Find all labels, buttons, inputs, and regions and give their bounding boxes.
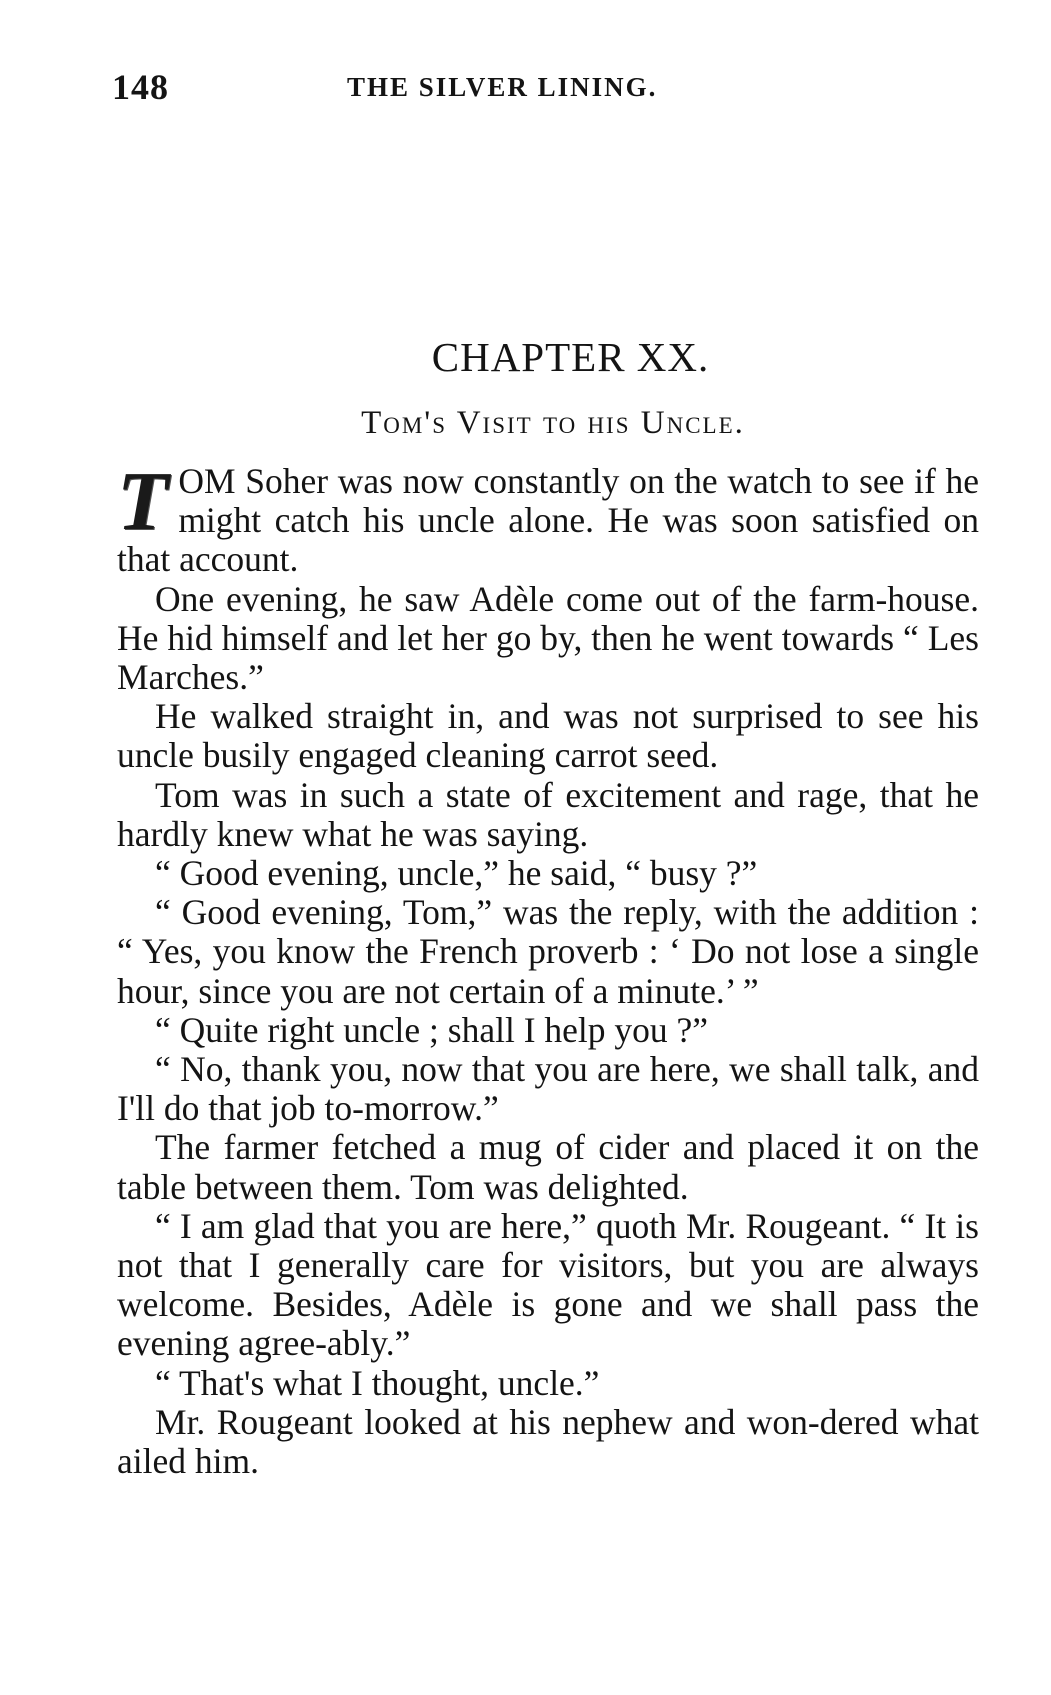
paragraph: “ No, thank you, now that you are here, we shall talk, and I'll do that job to-morrow.” [117, 1049, 979, 1129]
running-head [112, 66, 972, 116]
paragraph: “ Good evening, uncle,” he said, “ busy ?” [155, 853, 758, 894]
page-number: 148 [112, 67, 169, 107]
drop-cap-initial: T [117, 455, 169, 548]
paragraph: The farmer fetched a mug of cider and placed it on the table between them. Tom was delighted. [117, 1127, 979, 1207]
chapter-number: CHAPTER XX. [431, 334, 710, 380]
paragraph: Tom was in such a state of excitement and rage, that he hardly knew what he was saying. [117, 774, 979, 854]
paragraph [117, 455, 979, 580]
paragraph: “ That's what I thought, uncle.” [155, 1362, 600, 1403]
paragraph: “ Good evening, Tom,” was the reply, with the addition : “ Yes, you know the French proverb : ‘ Do not lose a single hour, since you are not certain of a minute.’ ” [117, 892, 979, 1011]
chapter-title: Tom's Visit to his Uncle. [361, 405, 745, 441]
paragraph: Mr. Rougeant looked at his nephew and won-dered what ailed him. [117, 1401, 979, 1482]
paragraph: One evening, he saw Adèle come out of the farm-house. He hid himself and let her go by, then he went towards “ Les Marches.” [117, 578, 979, 698]
running-title: THE SILVER LINING. [347, 72, 658, 102]
chapter-body [117, 455, 979, 1482]
paragraph: He walked straight in, and was not surprised to see his uncle busily engaged cleaning carrot seed. [117, 696, 979, 776]
paragraph-text: OM Soher was now constantly on the watch to see if he might catch his uncle alone. He was soon satisfied on that account. [117, 461, 979, 580]
paragraph: “ I am glad that you are here,” quoth Mr. Rougeant. “ It is not that I generally care for visitors, but you are always welcome. Besides, Adèle is gone and we shall pass the evening agree-ably.” [117, 1205, 979, 1364]
paragraph: “ Quite right uncle ; shall I help you ?” [155, 1009, 709, 1050]
